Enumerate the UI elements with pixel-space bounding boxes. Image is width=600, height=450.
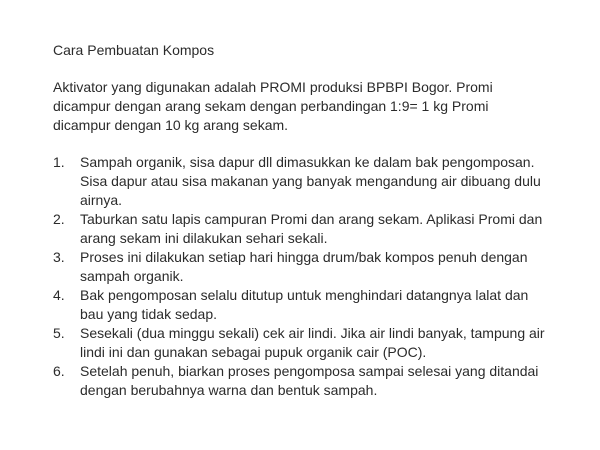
step-line: lindi ini dan gunakan sebagai pupuk organik cair (POC). (80, 344, 427, 360)
step-number: 2. (53, 211, 65, 227)
step-line: sampah organik. (80, 268, 184, 284)
step-line: Sisa dapur atau sisa makanan yang banyak mengandung air dibuang dulu (80, 173, 541, 189)
step-number: 4. (53, 287, 65, 303)
intro-line: dicampur dengan arang sekam dengan perbandingan 1:9= 1 kg Promi (53, 98, 489, 114)
step-number: 3. (53, 249, 65, 265)
step-number: 6. (53, 363, 65, 379)
step-line: dengan berubahnya warna dan bentuk sampah. (80, 382, 378, 398)
step-line: Setelah penuh, biarkan proses pengomposa sampai selesai yang ditandai (80, 363, 539, 379)
step-item (53, 286, 553, 324)
step-line: arang sekam ini dilakukan sehari sekali. (80, 230, 328, 246)
intro-line: Aktivator yang digunakan adalah PROMI produksi BPBPI Bogor. Promi (53, 79, 493, 95)
step-item (53, 153, 553, 210)
step-item (53, 210, 553, 248)
step-line: airnya. (80, 192, 123, 208)
intro-line: dicampur dengan 10 kg arang sekam. (53, 117, 289, 133)
step-line: Sesekali (dua minggu sekali) cek air lindi. Jika air lindi banyak, tampung air (80, 325, 545, 341)
step-number: 5. (53, 325, 65, 341)
intro-paragraph (53, 78, 523, 135)
step-line: Sampah organik, sisa dapur dll dimasukkan ke dalam bak pengomposan. (80, 154, 535, 170)
step-number: 1. (53, 154, 65, 170)
step-line: Bak pengomposan selalu ditutup untuk menghindari datangnya lalat dan (80, 287, 529, 303)
step-item (53, 248, 553, 286)
step-line: Taburkan satu lapis campuran Promi dan arang sekam. Aplikasi Promi dan (80, 211, 543, 227)
step-line: bau yang tidak sedap. (80, 306, 217, 322)
document-title: Cara Pembuatan Kompos (53, 42, 215, 58)
step-item (53, 324, 553, 362)
step-item (53, 362, 553, 400)
step-line: Proses ini dilakukan setiap hari hingga drum/bak kompos penuh dengan (80, 249, 528, 265)
steps-list (53, 153, 553, 400)
